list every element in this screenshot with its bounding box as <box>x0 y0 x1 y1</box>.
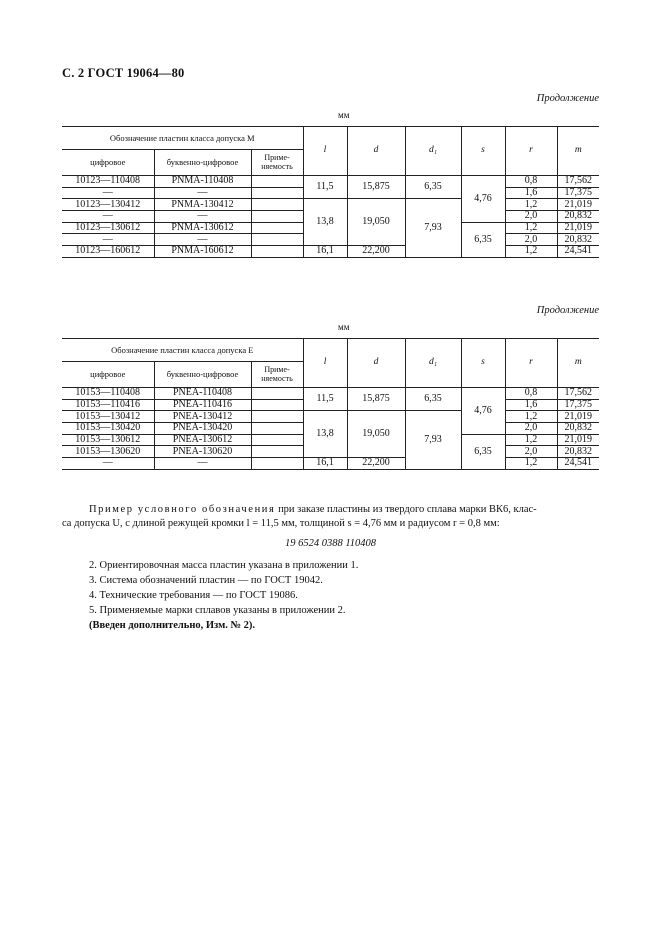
table-cell: — <box>62 234 154 246</box>
table-cell: 1,2 <box>505 458 557 470</box>
table-cell-s: 4,76 <box>461 176 505 223</box>
col-l-header: l <box>303 127 347 176</box>
table-cell: 10153—110416 <box>62 399 154 411</box>
table-cell: 21,019 <box>557 434 599 446</box>
table-cell-l: 11,5 <box>303 388 347 411</box>
table-cell: PNMA-130612 <box>154 222 251 234</box>
table-cell: 0,8 <box>505 176 557 188</box>
table-cell: 2,0 <box>505 234 557 246</box>
table-cell <box>251 446 303 458</box>
table-cell: 1,2 <box>505 246 557 258</box>
col-d1-header: d₁ <box>405 339 461 388</box>
col-r-header: r <box>505 339 557 388</box>
table-cell: 10123—160612 <box>62 246 154 258</box>
table-cell: — <box>62 187 154 199</box>
table-cell: PNMA-160612 <box>154 246 251 258</box>
table-cell: 20,832 <box>557 446 599 458</box>
table-cell-d: 15,875 <box>347 388 405 411</box>
table-cell <box>251 199 303 211</box>
table-cell-d: 19,050 <box>347 411 405 458</box>
table-cell-d1: 6,35 <box>405 176 461 199</box>
table-cell <box>251 434 303 446</box>
table-cell: 10123—130412 <box>62 199 154 211</box>
table-cell: 2,0 <box>505 211 557 223</box>
class-m-group-header: Обозначение пластин класса допуска М <box>62 127 303 150</box>
table-cell: 2,0 <box>505 423 557 435</box>
table-cell: — <box>154 211 251 223</box>
table-cell: PNEA-110408 <box>154 388 251 400</box>
table-cell: 20,832 <box>557 423 599 435</box>
table-cell: 1,6 <box>505 399 557 411</box>
col-digital-header: цифровое <box>62 150 154 176</box>
table-cell: PNEA-110416 <box>154 399 251 411</box>
table-cell: 10153—110408 <box>62 388 154 400</box>
table-cell <box>251 458 303 470</box>
table-cell-l: 13,8 <box>303 199 347 246</box>
col-m-header: m <box>557 339 599 388</box>
table-cell: 24,541 <box>557 458 599 470</box>
table-cell-d: 15,875 <box>347 176 405 199</box>
col-l-header: l <box>303 339 347 388</box>
note-item: 2. Ориентировочная масса пластин указана в приложении 1. <box>89 560 359 571</box>
table-cell: — <box>62 458 154 470</box>
table-cell: PNMA-130412 <box>154 199 251 211</box>
table-cell <box>251 399 303 411</box>
table-cell: 10123—110408 <box>62 176 154 188</box>
table-cell: 21,019 <box>557 411 599 423</box>
example-line-2: са допуска U, с длиной режущей кромки l = 11,5 мм, толщиной s = 4,76 мм и радиусом r = 0,8 мм: <box>62 518 500 529</box>
table-cell: 20,832 <box>557 234 599 246</box>
col-r-header: r <box>505 127 557 176</box>
table-cell-d1: 7,93 <box>405 199 461 257</box>
table-cell: PNEA-130620 <box>154 446 251 458</box>
table-cell-d: 22,200 <box>347 458 405 470</box>
table-cell: — <box>154 187 251 199</box>
table-cell: PNEA-130412 <box>154 411 251 423</box>
col-application-header: Приме- няемость <box>251 150 303 176</box>
table-cell <box>251 411 303 423</box>
page-header: С. 2 ГОСТ 19064—80 <box>62 66 185 80</box>
table-cell: 20,832 <box>557 211 599 223</box>
table-cell <box>251 211 303 223</box>
table-cell: 24,541 <box>557 246 599 258</box>
table-cell-d1: 6,35 <box>405 388 461 411</box>
table-cell <box>251 222 303 234</box>
table-cell: 17,375 <box>557 399 599 411</box>
table-cell: 17,562 <box>557 176 599 188</box>
unit-label-2: мм <box>338 322 350 332</box>
table-cell-d: 19,050 <box>347 199 405 246</box>
table-cell: PNMA-110408 <box>154 176 251 188</box>
table-cell-l: 16,1 <box>303 246 347 258</box>
table-cell-s: 6,35 <box>461 434 505 469</box>
continuation-label-1: Продолжение <box>536 93 599 104</box>
col-digital-header: цифровое <box>62 362 154 388</box>
table-cell: PNEA-130612 <box>154 434 251 446</box>
col-d1-header: d₁ <box>405 127 461 176</box>
col-d-header: d <box>347 339 405 388</box>
table-cell <box>251 187 303 199</box>
table-cell <box>251 246 303 258</box>
table-cell: 1,2 <box>505 222 557 234</box>
table-cell: — <box>62 211 154 223</box>
table-cell-s: 6,35 <box>461 222 505 257</box>
table-cell-d: 22,200 <box>347 246 405 258</box>
table-cell-l: 13,8 <box>303 411 347 458</box>
table-cell <box>251 234 303 246</box>
table-cell: 21,019 <box>557 199 599 211</box>
col-application-header: Приме- няемость <box>251 362 303 388</box>
col-alphanumeric-header: буквенно-цифровое <box>154 362 251 388</box>
table-cell <box>251 176 303 188</box>
table-cell: 1,6 <box>505 187 557 199</box>
table-cell: 1,2 <box>505 199 557 211</box>
note-item: 5. Применяемые марки сплавов указаны в приложении 2. <box>89 605 346 616</box>
table-cell: 10153—130412 <box>62 411 154 423</box>
unit-label-1: мм <box>338 110 350 120</box>
col-alphanumeric-header: буквенно-цифровое <box>154 150 251 176</box>
table-cell: 10153—130620 <box>62 446 154 458</box>
table-cell-l: 11,5 <box>303 176 347 199</box>
amendment-note: (Введен дополнительно, Изм. № 2). <box>89 620 256 631</box>
example-lead: Пример условного обозначения <box>89 504 276 515</box>
table-cell <box>251 388 303 400</box>
table-cell: 10153—130420 <box>62 423 154 435</box>
table-cell: 1,2 <box>505 411 557 423</box>
col-s-header: s <box>461 339 505 388</box>
table-cell-s: 4,76 <box>461 388 505 435</box>
table-cell <box>251 423 303 435</box>
table-cell: 21,019 <box>557 222 599 234</box>
table-cell: 10153—130612 <box>62 434 154 446</box>
table-cell: — <box>154 234 251 246</box>
table-cell: 10123—130612 <box>62 222 154 234</box>
table-cell: 2,0 <box>505 446 557 458</box>
note-item: 4. Технические требования — по ГОСТ 19086. <box>89 590 298 601</box>
example-paragraph <box>89 504 537 515</box>
table-class-m <box>62 126 599 258</box>
table-cell: 1,2 <box>505 434 557 446</box>
table-cell-l: 16,1 <box>303 458 347 470</box>
col-d-header: d <box>347 127 405 176</box>
designation-code: 19 6524 0388 110408 <box>284 538 377 549</box>
table-cell: PNEA-130420 <box>154 423 251 435</box>
table-cell: — <box>154 458 251 470</box>
table-cell-d1: 7,93 <box>405 411 461 469</box>
note-item: 3. Система обозначений пластин — по ГОСТ 19042. <box>89 575 323 586</box>
example-line-1-rest: при заказе пластины из твердого сплава марки ВК6, клас- <box>275 504 537 515</box>
col-m-header: m <box>557 127 599 176</box>
table-cell: 17,375 <box>557 187 599 199</box>
col-s-header: s <box>461 127 505 176</box>
continuation-label-2: Продолжение <box>536 305 599 316</box>
table-cell: 17,562 <box>557 388 599 400</box>
table-cell: 0,8 <box>505 388 557 400</box>
table-class-e <box>62 338 599 470</box>
class-e-group-header: Обозначение пластин класса допуска Е <box>62 339 303 362</box>
